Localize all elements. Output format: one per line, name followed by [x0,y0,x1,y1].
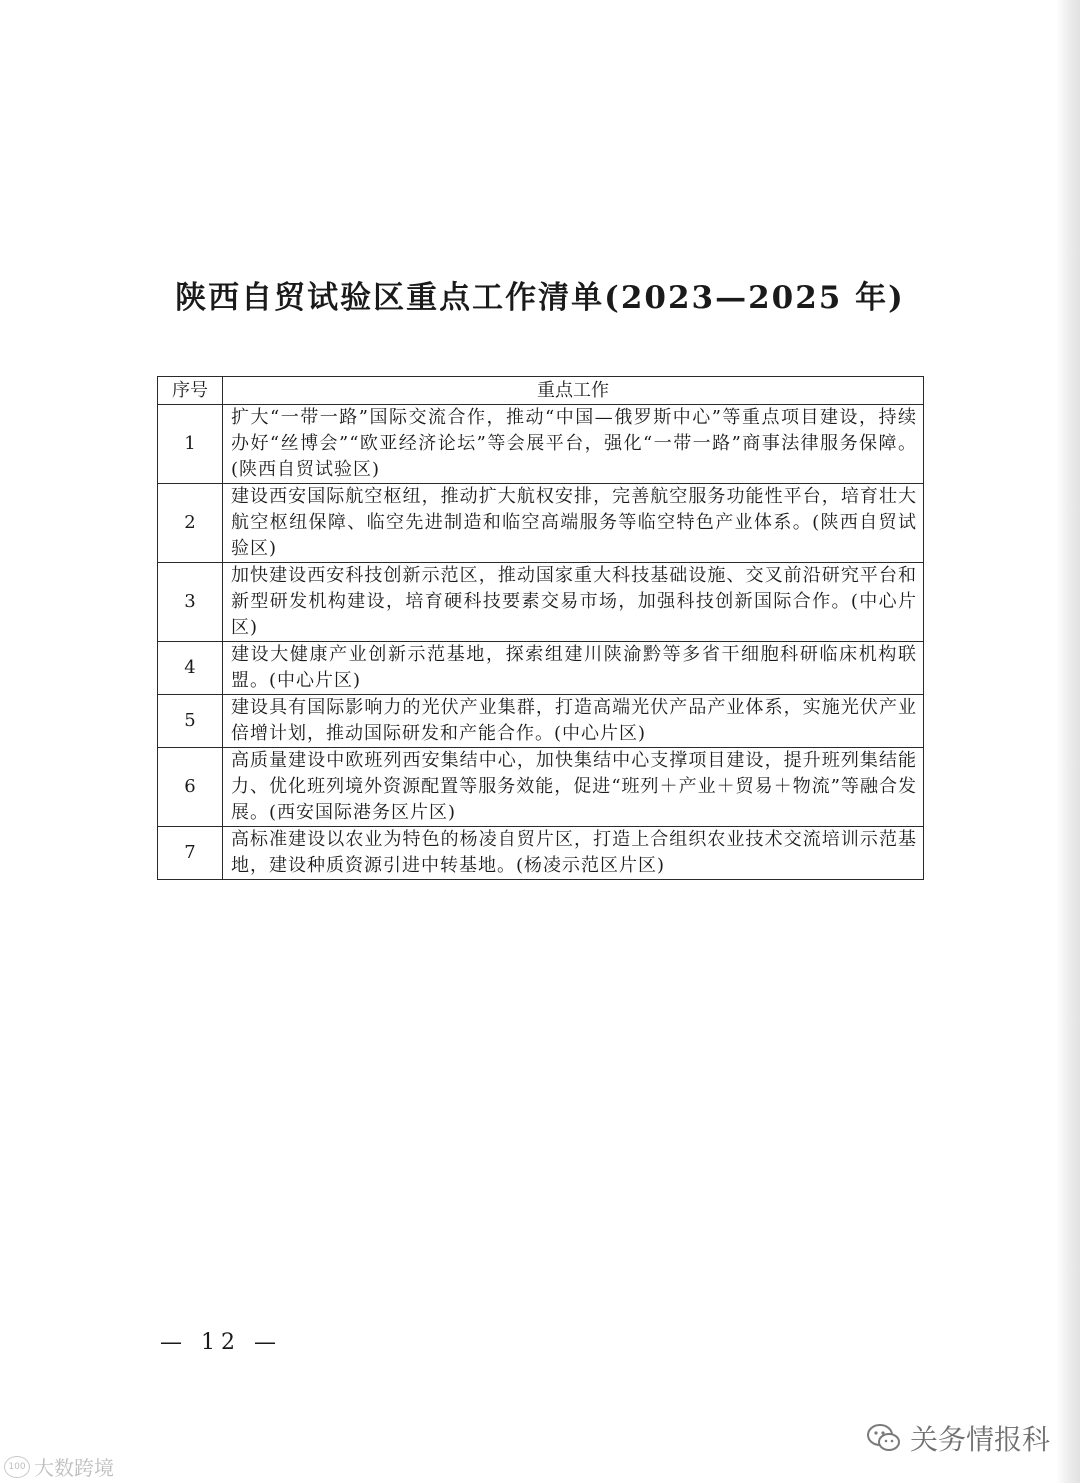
table-row [158,405,924,484]
row-task: 高质量建设中欧班列西安集结中心，加快集结中心支撑项目建设，提升班列集结能力、优化班列境外资源配置等服务效能，促进“班列＋产业＋贸易＋物流”等融合发展。(西安国际港务区片区) [223,748,924,827]
page-number: — 12 — [160,1330,282,1355]
row-task: 建设西安国际航空枢纽，推动扩大航权安排，完善航空服务功能性平台，培育壮大航空枢纽保障、临空先进制造和临空高端服务等临空特色产业体系。(陕西自贸试验区) [223,484,924,563]
row-number: 3 [158,563,223,642]
row-number: 6 [158,748,223,827]
table-row [158,642,924,695]
table-row [158,748,924,827]
row-number: 2 [158,484,223,563]
row-task: 建设大健康产业创新示范基地，探索组建川陕渝黔等多省干细胞科研临床机构联盟。(中心片区) [223,642,924,695]
row-number: 4 [158,642,223,695]
key-work-table [157,376,924,880]
row-number: 1 [158,405,223,484]
header-task: 重点工作 [223,377,924,405]
table-row [158,484,924,563]
watermark-left [4,1452,114,1481]
row-task: 建设具有国际影响力的光伏产业集群，打造高端光伏产品产业体系，实施光伏产业倍增计划，推动国际研发和产能合作。(中心片区) [223,695,924,748]
row-task: 加快建设西安科技创新示范区，推动国家重大科技基础设施、交叉前沿研究平台和新型研发机构建设，培育硬科技要素交易市场，加强科技创新国际合作。(中心片区) [223,563,924,642]
table-header-row [158,377,924,405]
row-task: 高标准建设以农业为特色的杨凌自贸片区，打造上合组织农业技术交流培训示范基地，建设种质资源引进中转基地。(杨凌示范区片区) [223,827,924,880]
watermark-left-text: 大数跨境 [34,1456,114,1480]
document-title: 陕西自贸试验区重点工作清单(2023—2025 年) [175,280,905,316]
table-row [158,563,924,642]
table-row [158,827,924,880]
wechat-icon [866,1423,902,1453]
page-edge-shadow [1056,0,1080,1483]
row-number: 5 [158,695,223,748]
table-row [158,695,924,748]
row-task: 扩大“一带一路”国际交流合作，推动“中国—俄罗斯中心”等重点项目建设，持续办好“丝博会”“欧亚经济论坛”等会展平台，强化“一带一路”商事法律服务保障。(陕西自贸试验区) [223,405,924,484]
header-number: 序号 [158,377,223,405]
watermark-right [866,1418,1050,1458]
watermark-right-text: 关务情报科 [909,1423,1050,1456]
brand-logo-icon: 100 [4,1456,30,1478]
row-number: 7 [158,827,223,880]
